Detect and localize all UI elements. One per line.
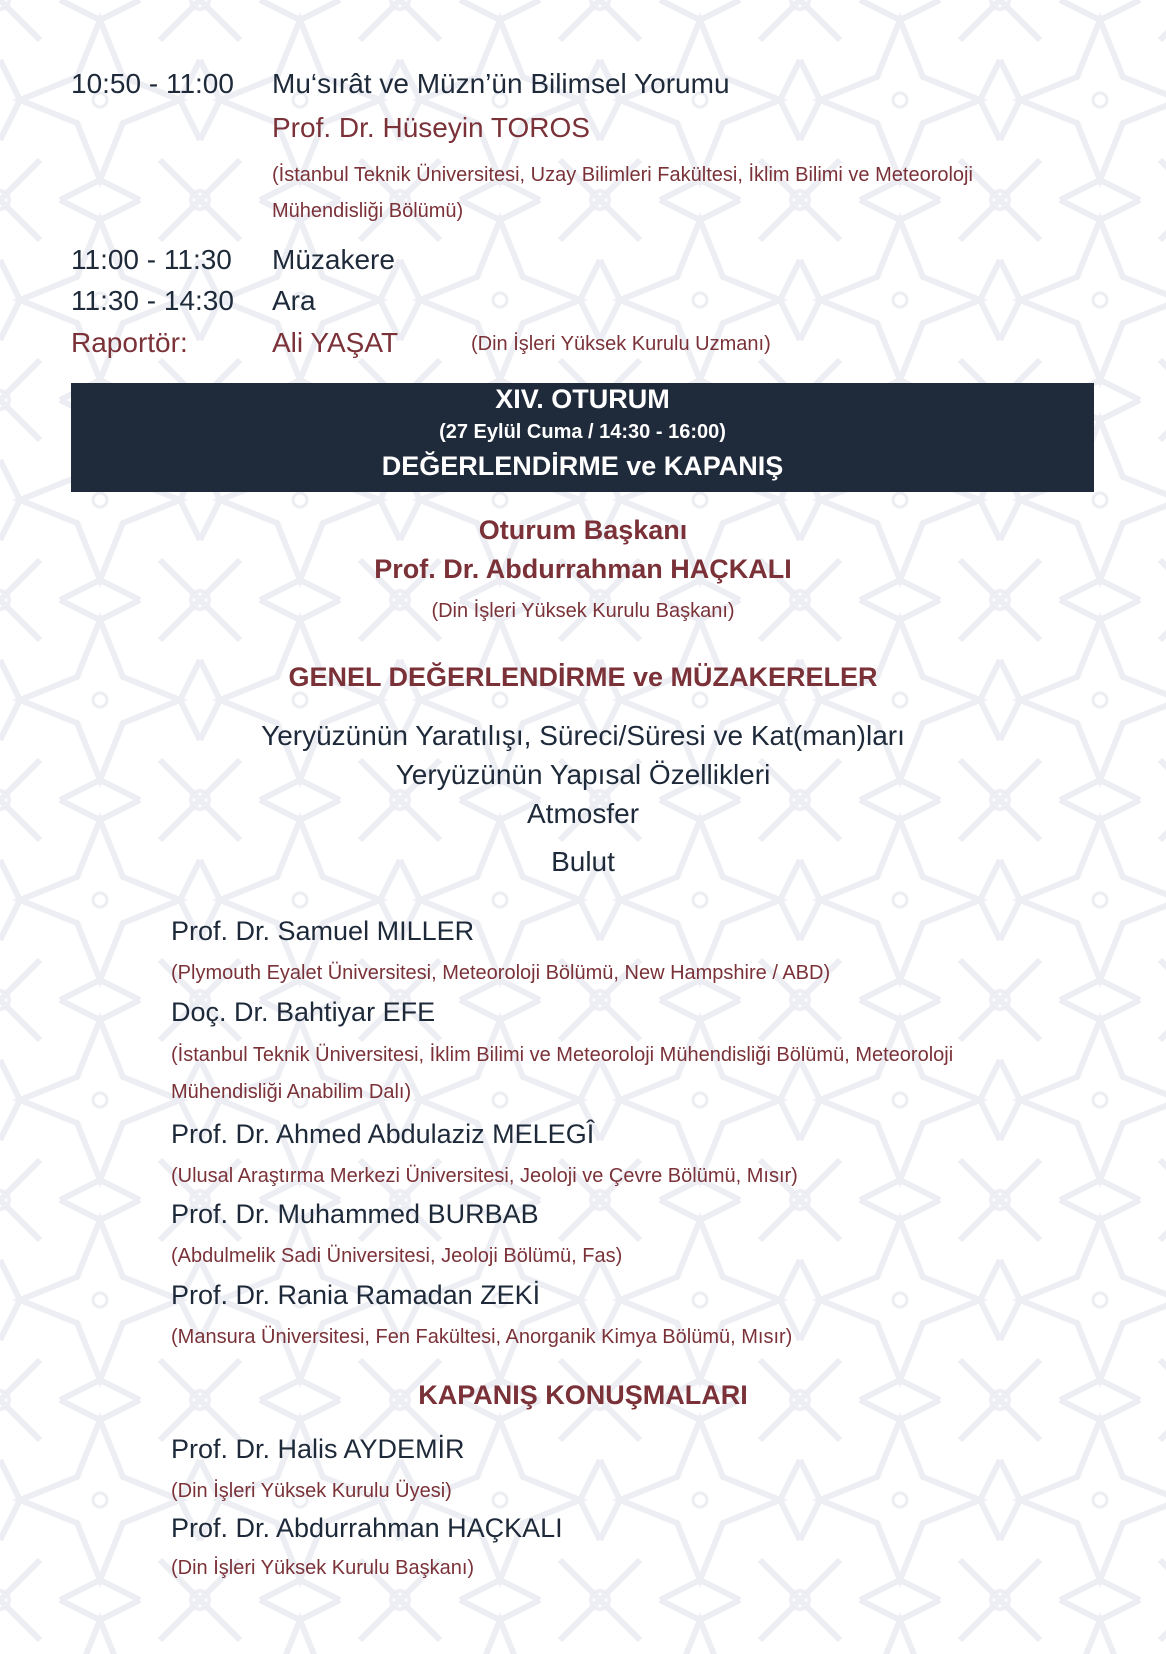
- session-banner: [71, 383, 1094, 492]
- schedule-speaker-1: Prof. Dr. Hüseyin TOROS: [272, 112, 590, 143]
- topic-item: Bulut: [551, 846, 615, 877]
- panelist-affiliation: (Abdulmelik Sadi Üniversitesi, Jeoloji Bölümü, Fas): [171, 1245, 623, 1267]
- session-date: (27 Eylül Cuma / 14:30 - 16:00): [439, 421, 726, 443]
- rapporteur-affiliation: (Din İşleri Yüksek Kurulu Uzmanı): [471, 333, 771, 355]
- panelist-name: Prof. Dr. Ahmed Abdulaziz MELEGÎ: [171, 1119, 595, 1149]
- schedule-affiliation-1b: Mühendisliği Bölümü): [272, 200, 464, 222]
- schedule-affiliation-1a: (İstanbul Teknik Üniversitesi, Uzay Bilimleri Fakültesi, İklim Bilimi ve Meteoroloji: [272, 164, 973, 186]
- closing-speaker-name: Prof. Dr. Abdurrahman HAÇKALI: [171, 1513, 563, 1543]
- closing-speaker-name: Prof. Dr. Halis AYDEMİR: [171, 1434, 465, 1464]
- topic-item: Yeryüzünün Yaratılışı, Süreci/Süresi ve Kat(man)ları: [261, 720, 905, 751]
- panelist-name: Prof. Dr. Muhammed BURBAB: [171, 1199, 539, 1229]
- panelist-affiliation: (Mansura Üniversitesi, Fen Fakültesi, Anorganik Kimya Bölümü, Mısır): [171, 1326, 793, 1348]
- panelist-name: Prof. Dr. Rania Ramadan ZEKİ: [171, 1280, 541, 1310]
- closing-speaker-affiliation: (Din İşleri Yüksek Kurulu Başkanı): [171, 1557, 475, 1579]
- rapporteur-label: Raportör:: [71, 327, 188, 358]
- closing-speaker-affiliation: (Din İşleri Yüksek Kurulu Üyesi): [171, 1480, 452, 1502]
- panelist-affiliation: (İstanbul Teknik Üniversitesi, İklim Bilimi ve Meteoroloji Mühendisliği Bölümü, Meteoroloji: [171, 1044, 954, 1066]
- schedule-time-2: 11:00 - 11:30: [71, 244, 232, 275]
- schedule-title-1: Mu‘sırât ve Müzn’ün Bilimsel Yorumu: [272, 68, 730, 99]
- schedule-title-3: Ara: [272, 285, 316, 316]
- general-heading: GENEL DEĞERLENDİRME ve MÜZAKERELER: [288, 662, 878, 692]
- panelist-name: Doç. Dr. Bahtiyar EFE: [171, 997, 436, 1027]
- rapporteur-name: Ali YAŞAT: [272, 327, 399, 358]
- closing-heading: KAPANIŞ KONUŞMALARI: [418, 1380, 748, 1410]
- schedule-time-3: 11:30 - 14:30: [71, 285, 234, 316]
- chair-affiliation: (Din İşleri Yüksek Kurulu Başkanı): [431, 600, 735, 622]
- panelist-name: Prof. Dr. Samuel MILLER: [171, 916, 475, 946]
- panelist-affiliation: Mühendisliği Anabilim Dalı): [171, 1081, 412, 1103]
- schedule-title-2: Müzakere: [272, 244, 395, 275]
- chair-label: Oturum Başkanı: [478, 515, 688, 545]
- topic-item: Atmosfer: [526, 798, 640, 829]
- chair-name: Prof. Dr. Abdurrahman HAÇKALI: [374, 554, 792, 584]
- session-heading: XIV. OTURUM: [495, 384, 670, 414]
- panelist-affiliation: (Plymouth Eyalet Üniversitesi, Meteoroloji Bölümü, New Hampshire / ABD): [171, 962, 831, 984]
- topic-item: Yeryüzünün Yapısal Özellikleri: [395, 759, 771, 790]
- session-title: DEĞERLENDİRME ve KAPANIŞ: [381, 451, 784, 481]
- panelist-affiliation: (Ulusal Araştırma Merkezi Üniversitesi, Jeoloji ve Çevre Bölümü, Mısır): [171, 1165, 798, 1187]
- schedule-time-1: 10:50 - 11:00: [71, 68, 234, 99]
